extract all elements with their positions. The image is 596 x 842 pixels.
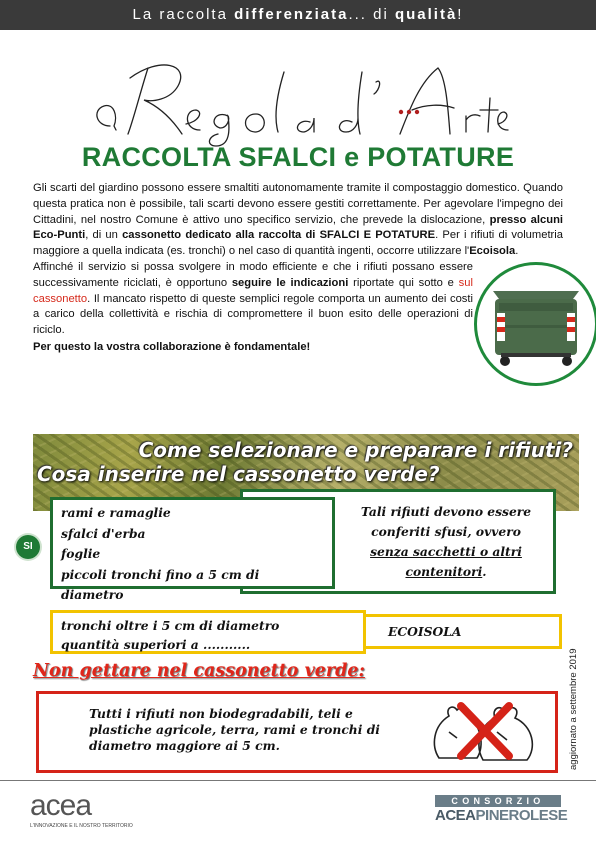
note-text-3: .	[482, 564, 487, 579]
acea-tagline: L'INNOVAZIONE E IL NOSTRO TERRITORIO	[30, 823, 133, 829]
header-bar	[0, 0, 596, 30]
intro-on-bin: sul cassonetto	[33, 276, 473, 305]
header-mid: ... di	[348, 6, 395, 23]
ecoisola-item: tronchi oltre i 5 cm di diametro	[61, 618, 280, 633]
intro-sentence-1e: . Per i rifiuti di volumetria maggiore a quella indicata (es. tronchi) o nel caso di quantità ingenti, occorre utilizzare l'	[33, 229, 563, 258]
intro-collaboration: Per questo la vostra collaborazione è fondamentale!	[33, 340, 311, 353]
regola-arte-logo	[70, 38, 510, 148]
ecoisola-label: ECOISOLA	[388, 624, 462, 639]
consorzio-acea: ACEA	[435, 807, 476, 824]
acea-logo	[30, 789, 133, 831]
allowed-item: rami e ramaglie	[61, 505, 171, 520]
ecoisola-items-box	[50, 610, 366, 654]
consorzio-pinerolese: PINEROLESE	[475, 807, 568, 824]
intro-eco-punti: presso alcuni Eco-Punti	[33, 213, 564, 242]
updated-note: aggiornato a settembre 2019	[568, 648, 579, 770]
not-allowed-box	[36, 691, 558, 773]
green-bin-image	[474, 262, 596, 386]
intro-sentence-1c: , di un	[85, 229, 123, 242]
not-allowed-text: Tutti i rifiuti non biodegradabili, teli e plastiche agricole, terra, rami e tronchi di diametro maggiore ai 5 cm.	[89, 706, 380, 753]
no-bags-icon	[427, 696, 547, 768]
intro-sentence-1g: .	[515, 245, 519, 258]
intro-sentence-2c: riportate qui sotto e	[348, 276, 459, 289]
allowed-item: sfalci d'erba	[61, 525, 146, 541]
intro-ecoisola: Ecoisola	[469, 245, 516, 258]
banner-line-2: Cosa inserire nel cassonetto verde?	[37, 462, 440, 486]
header-end: !	[457, 6, 464, 23]
not-allowed-title: Non gettare nel cassonetto verde:	[33, 661, 365, 681]
header-bold2: qualità	[394, 6, 458, 23]
banner-line-1: Come selezionare e preparare i rifiuti?	[138, 438, 573, 462]
intro-dedicated-bin: cassonetto dedicato alla raccolta di SFALCI E POTATURE	[122, 229, 436, 242]
consorzio-label: CONSORZIO	[435, 795, 561, 807]
footer-divider	[0, 780, 596, 781]
allowed-item: piccoli tronchi fino a 5 cm di diametro	[61, 566, 260, 602]
intro-follow-indications: seguire le indicazioni	[231, 276, 349, 289]
header-pre: La raccolta	[132, 6, 235, 23]
green-bin-icon	[477, 265, 595, 383]
note-text-1: Tali rifiuti devono essere conferiti sfusi, ovvero	[360, 504, 532, 539]
intro-sentence-1: Gli scarti del giardino possono essere smaltiti autonomamente tramite il compostaggio domestico. Quando questa pratica non è possibile, tali scarti devono essere gestiti correttamente. Per agevolare l'impegno dei Cittadini, nel nostro Comune è attivo uno specifico servizio, che prevede la dislocazione,	[33, 182, 563, 226]
note-no-bags: senza sacchetti o altri contenitori	[370, 544, 522, 579]
allowed-items-box	[50, 497, 335, 602]
header-bold1: differenziata	[234, 6, 349, 23]
allowed-item: foglie	[61, 546, 101, 561]
acea-wordmark: acea	[30, 789, 92, 822]
consorzio-logo	[435, 795, 568, 825]
intro-sentence-2e: . Il mancato rispetto di queste semplici regole comporta un aumento dei costi a carico della collettività e rischia di compromettere il buon esito delle operazioni di riciclo.	[33, 292, 473, 337]
page-title: RACCOLTA SFALCI e POTATURE	[81, 142, 515, 172]
intro-sentence-2: Affinché il servizio si possa svolgere in modo efficiente e che i rifiuti possano essere successivamente riciclati, è opportuno	[33, 260, 473, 289]
ecoisola-item: quantità superiori a ...........	[61, 637, 251, 652]
yes-badge: SI	[16, 535, 40, 559]
